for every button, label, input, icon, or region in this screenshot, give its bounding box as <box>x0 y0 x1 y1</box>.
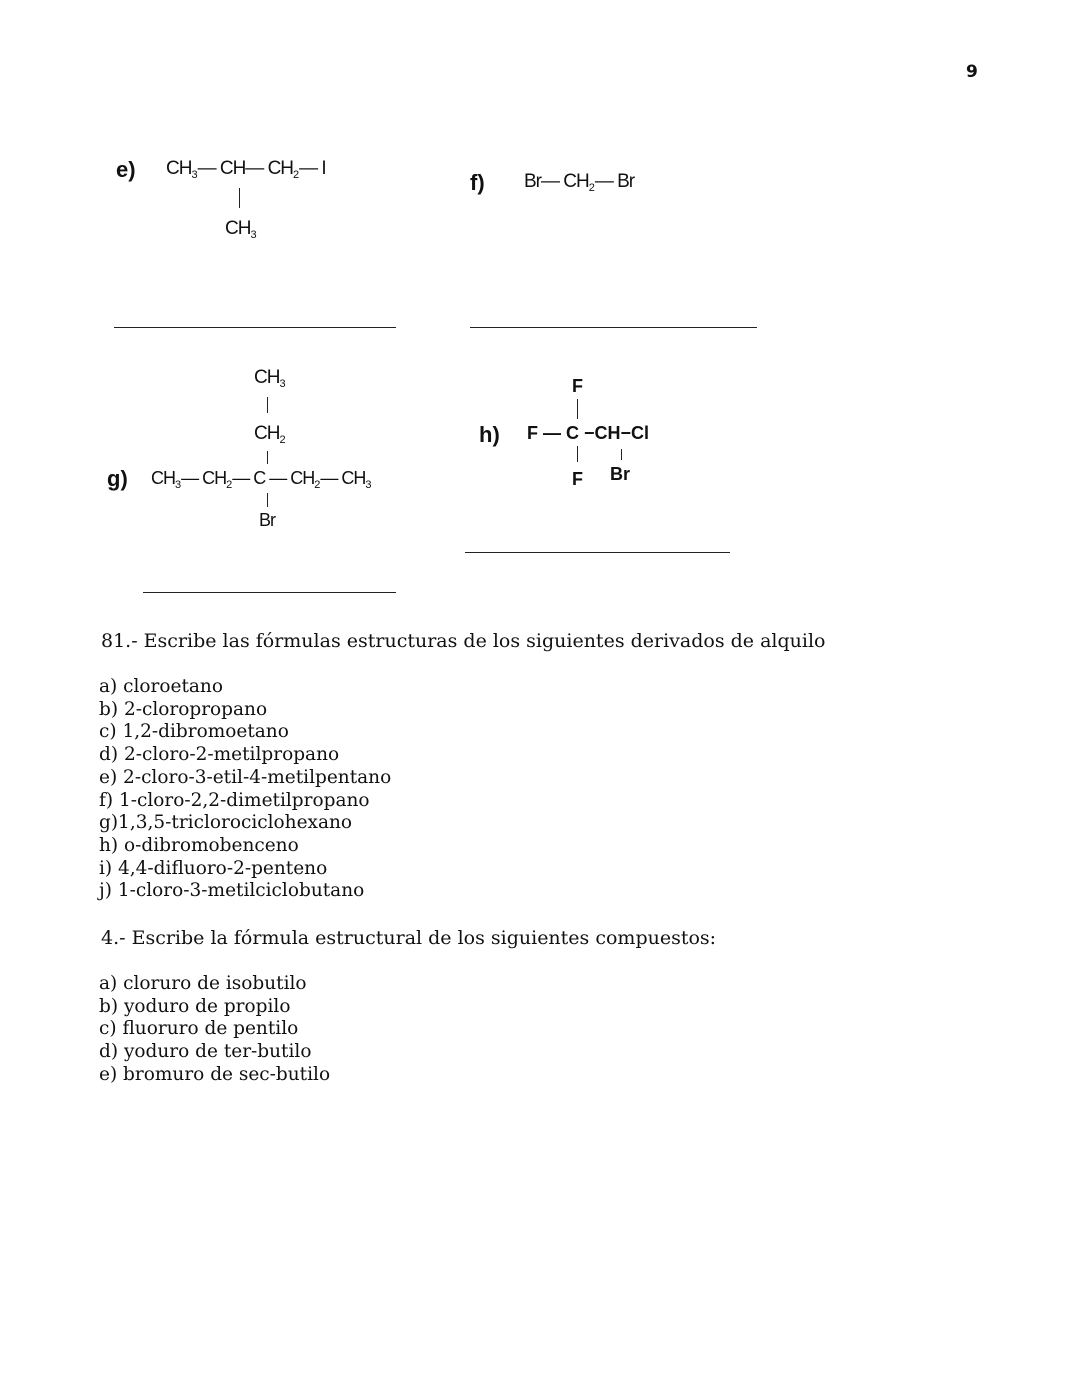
list-item: a) cloroetano <box>99 676 223 697</box>
question-4-title: 4.- Escribe la fórmula estructural de los siguientes compuestos: <box>101 927 717 949</box>
answer-line-f[interactable] <box>470 327 757 328</box>
structure-g-bond-1 <box>267 397 268 413</box>
question-4-list <box>99 973 330 1087</box>
page-number: 9 <box>966 62 978 82</box>
list-item: h) o-dibromobenceno <box>99 834 299 856</box>
structure-e-main-chain: $CH_3—$ CH— $CH_2—$ I <box>166 158 326 181</box>
structure-h-bottom-right: Br <box>610 464 631 484</box>
list-item: c) 1,2-dibromoetano <box>99 721 289 743</box>
structure-e-bond <box>239 188 240 208</box>
list-item: j) 1-cloro-3-metilciclobutano <box>99 880 365 902</box>
list-item: b) 2-cloropropano <box>99 698 268 720</box>
structure-h-bond-bottom-right <box>621 449 622 460</box>
structure-h-label: h) <box>479 422 500 447</box>
question-81-list <box>99 676 391 903</box>
list-item: g)1,3,5-triclorociclohexano <box>99 812 353 834</box>
structure-h-top: F <box>572 376 583 396</box>
structure-g-top2: $CH_2$ <box>254 423 286 446</box>
list-item: b) yoduro de propilo <box>99 995 291 1017</box>
structure-g-main-chain: $CH_3—$ $CH_2—$ C — $CH_2—$ $CH_3$ <box>151 468 372 491</box>
structure-f-label: f) <box>470 170 485 195</box>
list-item: d) 2-cloro-2-metilpropano <box>99 744 340 766</box>
list-item: c) fluoruro de pentilo <box>99 1018 299 1040</box>
list-item: a) cloruro de isobutilo <box>99 973 307 994</box>
answer-line-e[interactable] <box>114 327 396 328</box>
question-81-title: 81.- Escribe las fórmulas estructuras de los siguientes derivados de alquilo <box>101 630 826 652</box>
list-item: i) 4,4-difluoro-2-penteno <box>99 857 328 879</box>
list-item: d) yoduro de ter-butilo <box>99 1041 312 1063</box>
structure-g-bottom: Br <box>259 510 275 530</box>
structure-h-bond-top <box>577 399 578 419</box>
list-item: e) bromuro de sec-butilo <box>99 1063 331 1085</box>
answer-line-h[interactable] <box>465 552 730 553</box>
list-item: e) 2-cloro-3-etil-4-metilpentano <box>99 766 392 788</box>
structure-g-bond-2 <box>267 451 268 464</box>
list-item: f) 1-cloro-2,2-dimetilpropano <box>99 789 370 811</box>
structure-g-top1: $CH_3$ <box>254 367 286 390</box>
answer-line-g[interactable] <box>143 592 396 593</box>
structure-h-bottom-left: F <box>572 469 583 489</box>
structure-h-bond-bottom-left <box>577 446 578 462</box>
structure-h-chain: F — C −CH−Cl <box>527 423 650 443</box>
structure-f-chain: Br— $CH_2—$ Br <box>524 171 635 194</box>
structure-g-bond-3 <box>267 493 268 507</box>
structure-e-label: e) <box>116 157 136 182</box>
structure-g-label: g) <box>107 466 128 491</box>
structure-e-branch: $CH_3$ <box>225 218 257 241</box>
